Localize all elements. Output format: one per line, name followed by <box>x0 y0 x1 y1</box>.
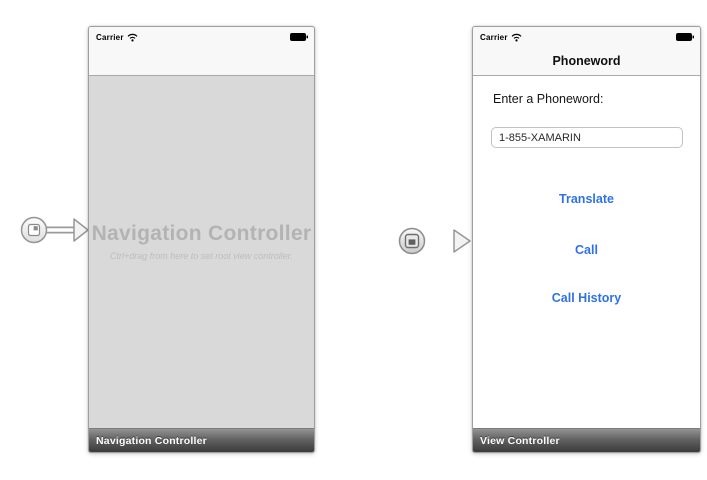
navigation-controller-canvas[interactable] <box>89 76 314 428</box>
view-controller-canvas[interactable] <box>473 76 700 428</box>
wifi-icon <box>127 33 138 42</box>
dock-label: Navigation Controller <box>96 434 207 447</box>
entry-point-icon-fill <box>34 226 38 230</box>
wifi-icon <box>511 33 522 42</box>
view-controller-scene[interactable] <box>472 26 701 453</box>
nav-controller-topbar <box>89 27 314 76</box>
translate-button[interactable]: Translate <box>473 192 700 206</box>
segue-view-controller-icon-fill <box>409 239 416 244</box>
phoneword-label: Enter a Phoneword: <box>493 92 604 106</box>
storyboard-entry-point-arrow[interactable] <box>18 211 94 249</box>
entry-arrowhead-icon <box>74 219 88 241</box>
root-view-controller-segue-arrow[interactable] <box>315 223 472 259</box>
phoneword-input[interactable] <box>491 127 683 148</box>
navigation-controller-scene[interactable] <box>88 26 315 453</box>
view-controller-topbar <box>473 27 700 76</box>
scene-dock-navigation-controller[interactable] <box>89 428 314 452</box>
battery-icon <box>676 33 694 41</box>
call-button[interactable]: Call <box>473 243 700 257</box>
root-view-controller-hint: Ctrl+drag from here to set root view controller. <box>109 250 293 261</box>
status-bar <box>89 27 314 47</box>
segue-arrowhead-icon <box>454 230 470 252</box>
dock-label: View Controller <box>480 434 560 447</box>
nav-bar <box>473 47 700 75</box>
scene-dock-view-controller[interactable] <box>473 428 700 452</box>
carrier-label: Carrier <box>480 32 508 42</box>
battery-icon <box>290 33 308 41</box>
navigation-controller-placeholder-title: Navigation Controller <box>91 221 312 245</box>
nav-title: Phoneword <box>552 54 621 68</box>
status-bar <box>473 27 700 47</box>
call-history-button[interactable]: Call History <box>473 291 700 305</box>
carrier-label: Carrier <box>96 32 124 42</box>
